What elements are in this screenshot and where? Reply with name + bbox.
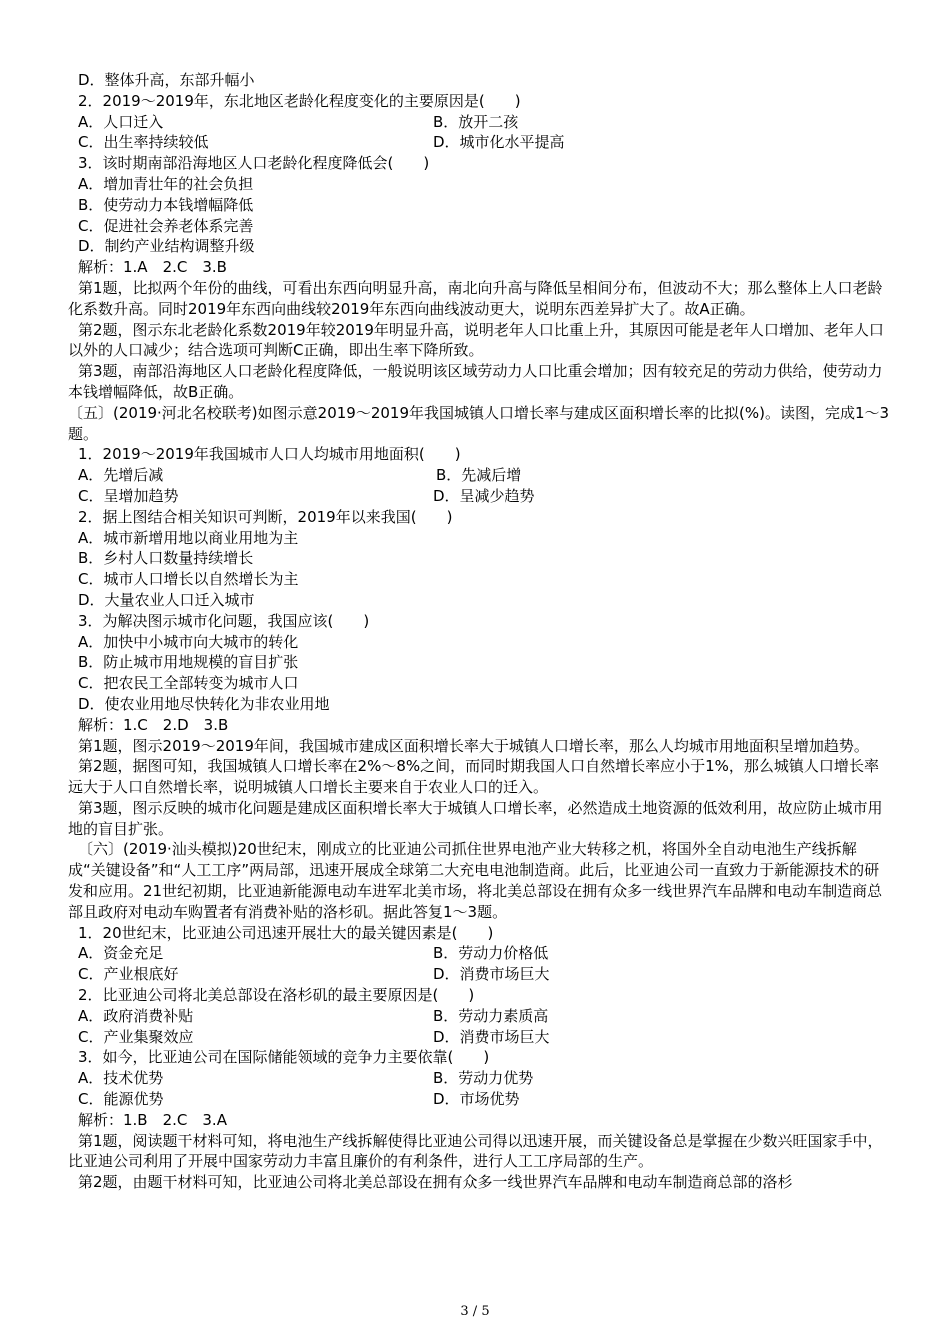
option-row bbox=[68, 1068, 892, 1089]
option-c: C．产业集聚效应 bbox=[78, 1027, 194, 1046]
explanation-paragraph: 第2题，由题干材料可知，比亚迪公司将北美总部设在拥有众多一线世界汽车品牌和电动车制造商总部的洛杉 bbox=[78, 1173, 793, 1192]
explanation-paragraph: 第1题，比拟两个年份的曲线，可看出东西向明显升高，南北向升高与降低呈相间分布，但波动不大；那么整体上人口老龄化系数升高。同时2019年东西向曲线较2019年东西向曲线波动更大，说明东西差异扩大了。故A正确。 bbox=[68, 278, 883, 318]
option-row bbox=[68, 112, 892, 133]
option-a: A．人口迁入 bbox=[78, 112, 164, 131]
section-intro: 〔六〕(2019·汕头模拟)20世纪末，刚成立的比亚迪公司抓住世界电池产业大转移之机，将国外全自动电池生产线拆解成“关键设备”和“人工工序”两局部，迅速开展成全球第二大充电电池制造商。此后，比亚迪公司一直致力于新能源技术的研发和应用。21世纪初期，比亚迪新能源电动车进军北美市场，将北美总部设在拥有众多一线世界汽车品牌和电动车制造商总部且政府对电动车购置者有消费补贴的洛杉矶。据此答复1～3题。 bbox=[68, 840, 883, 921]
page-content bbox=[68, 70, 892, 1193]
option-row bbox=[68, 486, 892, 507]
option-a: A．先增后减 bbox=[78, 466, 164, 485]
option-d: D．大量农业人口迁入城市 bbox=[78, 590, 255, 609]
option-row bbox=[68, 964, 892, 985]
option-row bbox=[68, 132, 892, 153]
option-b: B．先减后增 bbox=[436, 466, 522, 485]
question-2: 2．2019～2019年，东北地区老龄化程度变化的主要原因是( ) bbox=[78, 91, 521, 110]
option-d: D．使农业用地尽快转化为非农业用地 bbox=[78, 694, 330, 713]
explanation-paragraph: 第1题，阅读题干材料可知，将电池生产线拆解使得比亚迪公司得以迅速开展，而关键设备总是掌握在少数兴旺国家手中，比亚迪公司利用了开展中国家劳动力丰富且廉价的有利条件，进行人工工序局部的生产。 bbox=[68, 1131, 883, 1171]
option-a: A．技术优势 bbox=[78, 1069, 164, 1088]
section-intro: 〔五〕(2019·河北名校联考)如图示意2019～2019年我国城镇人口增长率与建成区面积增长率的比拟(%)。读图，完成1～3题。 bbox=[68, 403, 890, 443]
question-3: 3．如今，比亚迪公司在国际储能领域的竞争力主要依靠( ) bbox=[78, 1048, 490, 1067]
option-d: D．制约产业结构调整升级 bbox=[78, 237, 255, 256]
option-a: A．政府消费补贴 bbox=[78, 1006, 194, 1025]
option-b: B．劳动力素质高 bbox=[433, 1006, 549, 1025]
option-c: C．产业根底好 bbox=[78, 965, 179, 984]
option-d: D．整体升高，东部升幅小 bbox=[78, 71, 255, 89]
option-row bbox=[68, 943, 892, 964]
option-d: D．消费市场巨大 bbox=[433, 1027, 550, 1046]
option-c: C．促进社会养老体系完善 bbox=[78, 216, 254, 235]
explanation-paragraph: 第3题，南部沿海地区人口老龄化程度降低，一般说明该区域劳动力人口比重会增加；因有较充足的劳动力供给，使劳动力本钱增幅降低，故B正确。 bbox=[68, 362, 883, 401]
page-number: 3 / 5 bbox=[460, 1304, 490, 1319]
option-a: A．资金充足 bbox=[78, 944, 164, 963]
option-row bbox=[68, 1027, 892, 1048]
option-a: A．加快中小城市向大城市的转化 bbox=[78, 632, 299, 651]
question-1: 1．2019～2019年我国城市人口人均城市用地面积( ) bbox=[78, 445, 461, 464]
explanation-paragraph: 第2题，图示东北老龄化系数2019年较2019年明显升高，说明老年人口比重上升，其原因可能是老年人口增加、老年人口以外的人口减少；结合选项可判断C正确，即出生率下降所致。 bbox=[68, 320, 884, 360]
option-d: D．呈减少趋势 bbox=[433, 486, 535, 505]
question-3: 3．该时期南部沿海地区人口老龄化程度降低会( ) bbox=[78, 154, 430, 173]
option-b: B．使劳动力本钱增幅降低 bbox=[78, 195, 254, 214]
option-b: B．劳动力价格低 bbox=[433, 944, 549, 963]
option-b: B．乡村人口数量持续增长 bbox=[78, 549, 254, 568]
option-row bbox=[68, 465, 892, 486]
option-b: B．劳动力优势 bbox=[433, 1069, 534, 1088]
option-a: A．增加青壮年的社会负担 bbox=[78, 174, 254, 193]
explanation-paragraph: 第3题，图示反映的城市化问题是建成区面积增长率大于城镇人口增长率，必然造成土地资源的低效利用，故应防止城市用地的盲目扩张。 bbox=[68, 798, 883, 838]
question-2: 2．比亚迪公司将北美总部设在洛杉矶的最主要原因是( ) bbox=[78, 986, 475, 1005]
question-2: 2．据上图结合相关知识可判断，2019年以来我国( ) bbox=[78, 507, 453, 526]
question-1: 1．20世纪末，比亚迪公司迅速开展壮大的最关键因素是( ) bbox=[78, 923, 494, 942]
option-b: B．放开二孩 bbox=[433, 112, 519, 131]
option-c: C．能源优势 bbox=[78, 1090, 164, 1109]
option-c: C．出生率持续较低 bbox=[78, 133, 209, 152]
question-3: 3．为解决图示城市化问题，我国应该( ) bbox=[78, 611, 370, 630]
option-d: D．市场优势 bbox=[433, 1090, 520, 1109]
option-c: C．呈增加趋势 bbox=[78, 486, 179, 505]
explanation-paragraph: 第2题，据图可知，我国城镇人口增长率在2%～8%之间，而同时期我国人口自然增长率应小于1%，那么城镇人口增长率远大于人口自然增长率，说明城镇人口增长主要来自于农业人口的迁入。 bbox=[68, 757, 879, 797]
option-c: C．把农民工全部转变为城市人口 bbox=[78, 674, 299, 693]
answer-key: 解析：1.C 2.D 3.B bbox=[78, 715, 229, 734]
answer-key: 解析：1.B 2.C 3.A bbox=[78, 1110, 227, 1129]
option-d: D．城市化水平提高 bbox=[433, 133, 565, 152]
option-a: A．城市新增用地以商业用地为主 bbox=[78, 528, 299, 547]
option-c: C．城市人口增长以自然增长为主 bbox=[78, 570, 299, 589]
answer-key: 解析：1.A 2.C 3.B bbox=[78, 258, 227, 277]
option-row bbox=[68, 1006, 892, 1027]
explanation-paragraph: 第1题，图示2019～2019年间，我国城市建成区面积增长率大于城镇人口增长率，那么人均城市用地面积呈增加趋势。 bbox=[78, 736, 869, 755]
option-b: B．防止城市用地规模的盲目扩张 bbox=[78, 653, 299, 672]
option-row bbox=[68, 1089, 892, 1110]
option-d: D．消费市场巨大 bbox=[433, 965, 550, 984]
